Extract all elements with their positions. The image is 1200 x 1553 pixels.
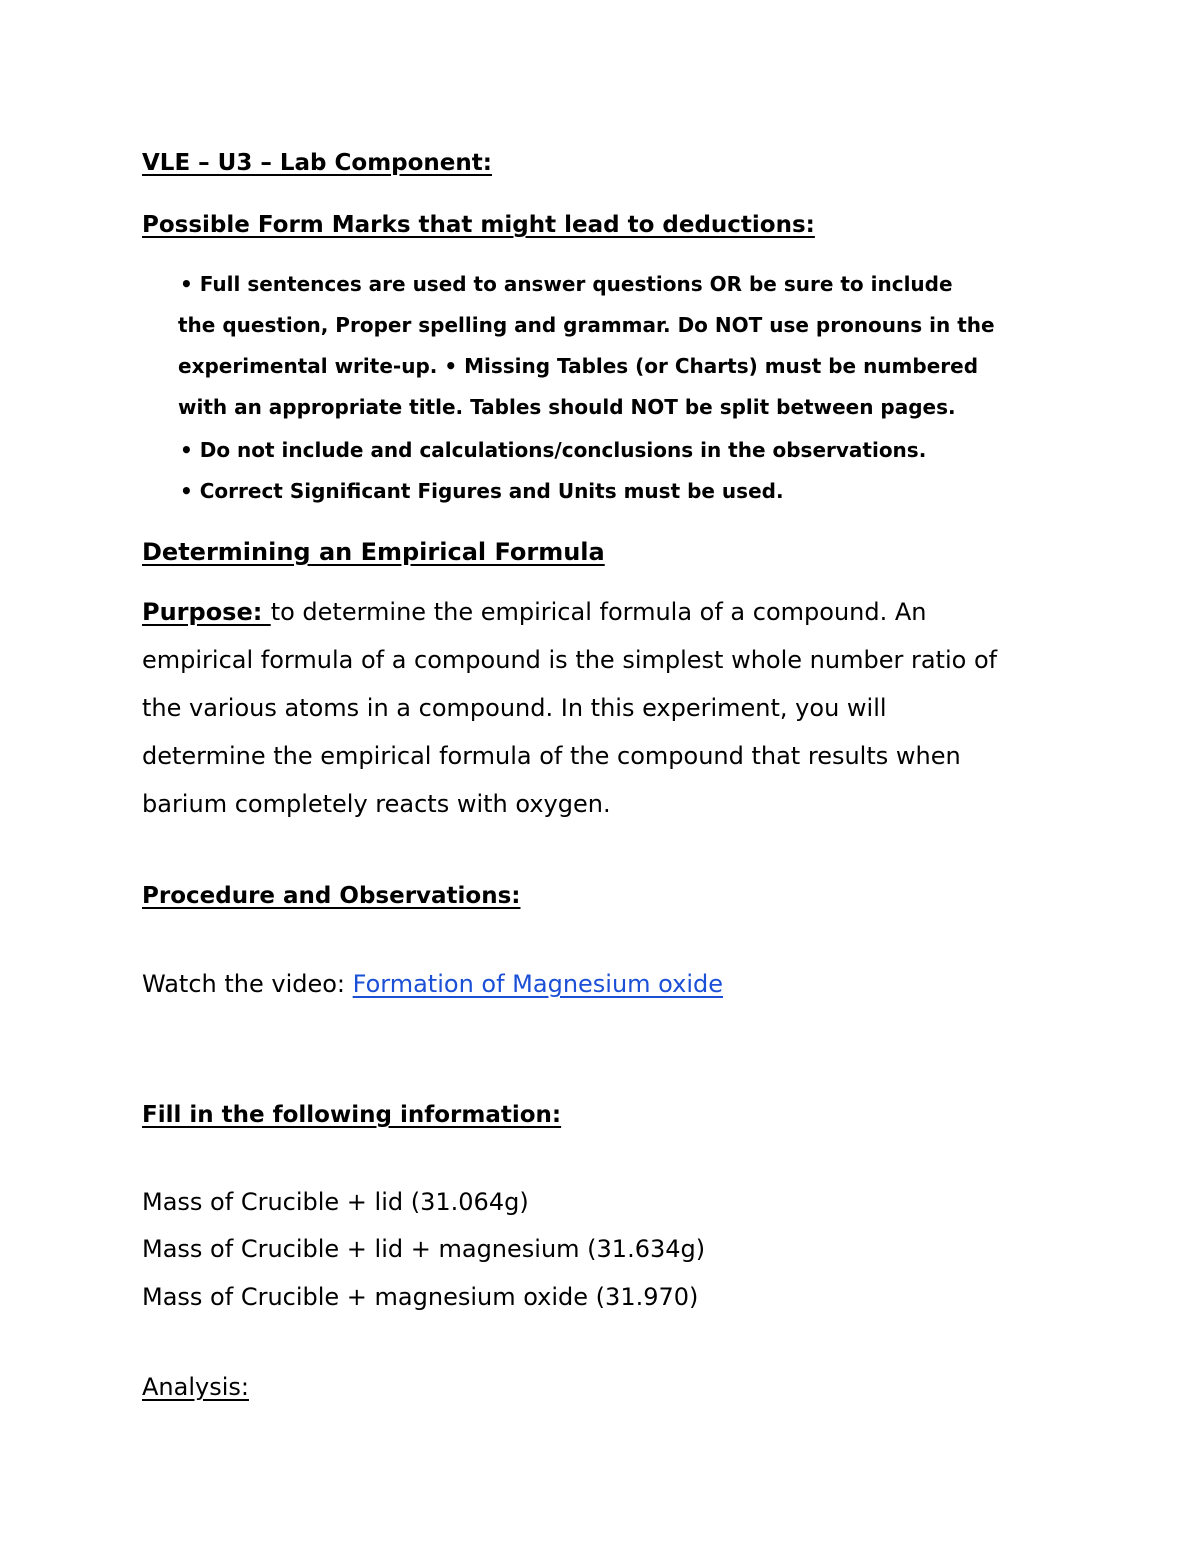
deduction-line: experimental write-up. • Missing Tables (or Charts) must be numbered bbox=[178, 354, 979, 378]
deduction-line: • Full sentences are used to answer questions OR be sure to include bbox=[180, 272, 953, 296]
purpose-text: to determine the empirical formula of a compound. An bbox=[270, 598, 927, 626]
fill-in-item: Mass of Crucible + lid (31.064g) bbox=[142, 1188, 529, 1216]
deduction-line: the question, Proper spelling and grammar. Do NOT use pronouns in the bbox=[178, 313, 995, 337]
fill-in-item: Mass of Crucible + magnesium oxide (31.970) bbox=[142, 1283, 699, 1311]
video-link[interactable]: Formation of Magnesium oxide bbox=[352, 970, 723, 998]
procedure-heading: Procedure and Observations: bbox=[142, 883, 521, 909]
purpose-line: barium completely reacts with oxygen. bbox=[142, 790, 611, 818]
purpose-line bbox=[142, 598, 926, 626]
analysis-heading: Analysis: bbox=[142, 1373, 249, 1401]
purpose-line: empirical formula of a compound is the simplest whole number ratio of bbox=[142, 646, 998, 674]
purpose-label: Purpose: bbox=[142, 598, 271, 626]
deduction-line: with an appropriate title. Tables should NOT be split between pages. bbox=[178, 395, 956, 419]
fill-in-item: Mass of Crucible + lid + magnesium (31.634g) bbox=[142, 1235, 706, 1263]
watch-video-line bbox=[142, 970, 723, 998]
deduction-line: • Do not include and calculations/conclusions in the observations. bbox=[180, 438, 927, 462]
document-title: VLE – U3 – Lab Component: bbox=[142, 150, 492, 176]
purpose-line: the various atoms in a compound. In this experiment, you will bbox=[142, 694, 887, 722]
section-heading: Determining an Empirical Formula bbox=[142, 538, 605, 566]
fill-in-heading: Fill in the following information: bbox=[142, 1102, 562, 1128]
watch-video-label: Watch the video: bbox=[142, 970, 353, 998]
deductions-heading: Possible Form Marks that might lead to deductions: bbox=[142, 212, 815, 238]
purpose-line: determine the empirical formula of the compound that results when bbox=[142, 742, 961, 770]
deduction-line: • Correct Significant Figures and Units must be used. bbox=[180, 479, 784, 503]
